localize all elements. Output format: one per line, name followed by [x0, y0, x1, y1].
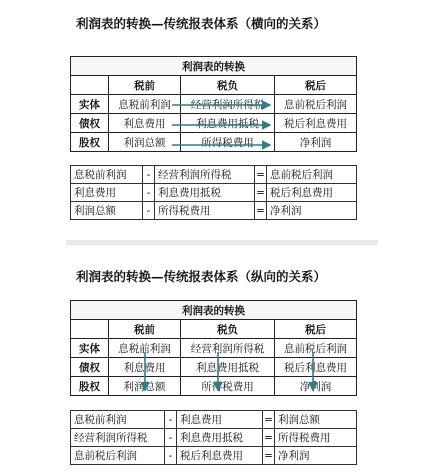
table-cell: 息前税后利润 [275, 339, 357, 358]
table-cell: 利润总额 [109, 133, 181, 152]
minus-sign: - [143, 184, 155, 202]
table-cell: 息税前利润 [109, 95, 181, 114]
row-header-equity: 股权 [71, 133, 109, 152]
minus-sign: - [143, 166, 155, 184]
table-cell: 税后利息费用 [275, 114, 357, 133]
equation-term: 经营利润所得税 [71, 429, 165, 447]
table-cell: 利息费用 [109, 114, 181, 133]
table-cell: 所得税费用 [181, 133, 275, 152]
equation-term: 利息费用抵税 [155, 184, 255, 202]
equation-term: 经营利润所得税 [155, 166, 255, 184]
table-caption: 利润表的转换 [71, 57, 357, 76]
table-cell: 净利润 [275, 377, 357, 396]
table-row [71, 339, 357, 358]
equation-row [71, 202, 357, 220]
equals-sign: = [263, 411, 275, 429]
table-cell: 所得税费用 [181, 377, 275, 396]
conversion-table-horizontal [70, 56, 357, 152]
equation-result: 息前税后利润 [267, 166, 357, 184]
equation-term: 利息费用 [177, 411, 263, 429]
equation-result: 净利润 [267, 202, 357, 220]
equation-term: 利息费用 [71, 184, 143, 202]
section-divider [66, 240, 378, 245]
equation-term: 税后利息费用 [177, 447, 263, 465]
row-header-entity: 实体 [71, 339, 109, 358]
table-cell: 息前税后利润 [275, 95, 357, 114]
equation-term: 息前税后利润 [71, 447, 165, 465]
equation-table-vertical [70, 410, 357, 465]
equals-sign: = [263, 447, 275, 465]
table-cell: 税后利息费用 [275, 358, 357, 377]
column-header-tax: 税负 [181, 76, 275, 95]
table-caption: 利润表的转换 [71, 301, 357, 320]
minus-sign: - [165, 447, 177, 465]
equals-sign: = [255, 202, 267, 220]
equation-term: 所得税费用 [155, 202, 255, 220]
column-header-pretax: 税前 [109, 76, 181, 95]
table-row [71, 95, 357, 114]
equation-row [71, 411, 357, 429]
equation-row [71, 166, 357, 184]
table-cell: 经营利润所得税 [181, 339, 275, 358]
table-cell: 净利润 [275, 133, 357, 152]
equation-term: 利润总额 [71, 202, 143, 220]
equals-sign: = [263, 429, 275, 447]
equation-term: 利息费用抵税 [177, 429, 263, 447]
column-header-corner [71, 76, 109, 95]
table-row [71, 133, 357, 152]
column-header-aftertax: 税后 [275, 320, 357, 339]
table-cell: 利润总额 [109, 377, 181, 396]
section-title-vertical: 利润表的转换—传统报表体系（纵向的关系） [76, 269, 327, 284]
table-cell: 利息费用抵税 [181, 114, 275, 133]
table-row [71, 377, 357, 396]
table-cell: 经营利润所得税 [181, 95, 275, 114]
section-title-horizontal: 利润表的转换—传统报表体系（横向的关系） [76, 16, 327, 31]
minus-sign: - [165, 411, 177, 429]
equals-sign: = [255, 184, 267, 202]
equation-result: 利润总额 [275, 411, 357, 429]
table-cell: 息税前利润 [109, 339, 181, 358]
row-header-equity: 股权 [71, 377, 109, 396]
column-header-aftertax: 税后 [275, 76, 357, 95]
column-header-corner [71, 320, 109, 339]
table-row [71, 114, 357, 133]
equals-sign: = [255, 166, 267, 184]
equation-result: 税后利息费用 [267, 184, 357, 202]
row-header-entity: 实体 [71, 95, 109, 114]
column-header-pretax: 税前 [109, 320, 181, 339]
equation-result: 净利润 [275, 447, 357, 465]
column-header-tax: 税负 [181, 320, 275, 339]
row-header-debt: 债权 [71, 114, 109, 133]
conversion-table-vertical [70, 300, 357, 396]
equation-row [71, 184, 357, 202]
equation-term: 息税前利润 [71, 411, 165, 429]
row-header-debt: 债权 [71, 358, 109, 377]
table-row [71, 358, 357, 377]
table-cell: 利息费用 [109, 358, 181, 377]
equation-row [71, 447, 357, 465]
equation-table-horizontal [70, 165, 357, 220]
minus-sign: - [165, 429, 177, 447]
equation-term: 息税前利润 [71, 166, 143, 184]
equation-result: 所得税费用 [275, 429, 357, 447]
table-cell: 利息费用抵税 [181, 358, 275, 377]
minus-sign: - [143, 202, 155, 220]
equation-row [71, 429, 357, 447]
